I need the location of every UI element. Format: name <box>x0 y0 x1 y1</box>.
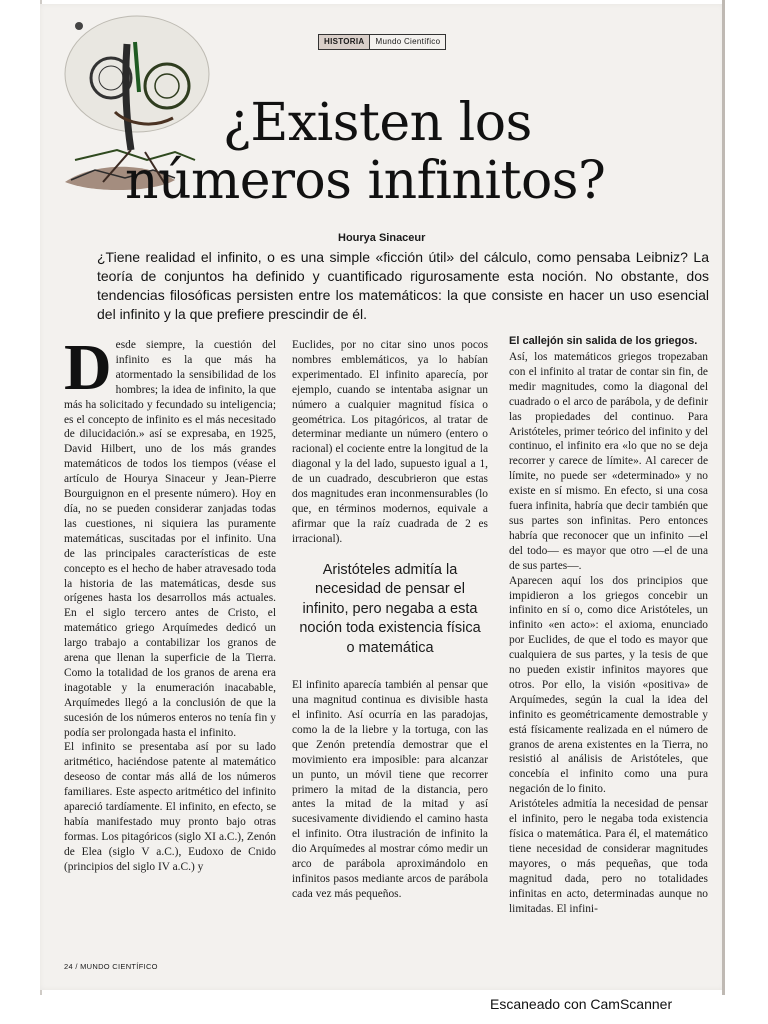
col2-paragraph-2: El infinito aparecía también al pensar que una magnitud continua es divisible hasta el infinito. Así ocurría en las paradojas, como la de la liebre y la tortuga, con las que Zenón pretendía demostrar que el movimiento era imposible: para alcanzar un punto, un móvil tiene que recorrer primero la mitad de la distancia, pero antes la mitad de la mitad y así sucesivamente dividiendo el camino hasta el infinito. Otra ilustración de infinito la dio Arquímedes al mostrar cómo medir un arco de parábola aproximándolo en infinitos pasos mediante arcos de parábola cada vez más pequeños. <box>292 679 488 900</box>
col2-paragraph-1: Euclides, por no citar sino unos pocos nombres emblemáticos, ya lo habían experimentado. El infinito aparecía, por ejemplo, cuando se intentaba asignar un número a cualquier magnitud física o geométrica. Los pitagóricos, al tratar de determinar mediante un número (entero o racional) el cociente entre la longitud de la diagonal y la del lado, supuesto igual a 1, de un cuadrado, descubrieron que estas dos magnitudes eran inconmensurables (lo que, en términos modernos, equivale a afirmar que la raíz cuadrada de 2 es irracional). <box>292 339 488 545</box>
lead-paragraph: ¿Tiene realidad el infinito, o es una simple «ficción útil» del cálculo, como pensaba Leibniz? La teoría de conjuntos ha definido y cuantificado rigurosamente esta noción. No obstante, dos tendencias filosóficas persisten entre los matemáticos: la que consiste en hacer un uso esencial del infinito y la que prefiere prescindir de él. <box>97 249 709 322</box>
page-folio: 24 / MUNDO CIENTÍFICO <box>64 962 158 971</box>
section-rubric <box>318 34 446 50</box>
drop-cap: D <box>64 331 112 404</box>
column-1 <box>64 331 276 875</box>
section-label: HISTORIA <box>319 35 369 49</box>
pull-quote: Aristóteles admitía la necesidad de pensar el infinito, pero negaba a esta noción toda existencia física o matemática <box>299 561 481 656</box>
title-line-2: números infinitos? <box>125 151 606 211</box>
col1-paragraph-1: esde siempre, la cuestión del infinito es la que más ha atormentado la sensibilidad de los hombres; la idea de infinito, la que más ha solicitado y fecundado su inteligencia; es el concepto de infinito es el más necesitado de dilucidación.» así se expresaba, en 1925, David Hilbert, uno de los más grandes matemáticos de todos los tiempos (véase el artículo de Hourya Sinaceur y Jean-Pierre Bourguignon en el presente número). Hoy en día, no se pueden considerar zanjadas todas las cuestiones, ni siquiera las puramente matemáticas, suscitadas por el infinito. Una de las principales características de este concepto es el hecho de haber atravesado toda la historia de las matemáticas, desde sus orígenes hasta los desarrollos más actuales. En el siglo tercero antes de Cristo, el matemático griego Arquímedes dedicó un largo trabajo a contabilizar los granos de arena que llenan la superficie de la Tierra. Como la totalidad de los granos de arena era inagotable y la enumeración inacabable, Arquímedes llegó a la conclusión de que la sucesión de los números enteros no tenía fin y podía ser prolongada hasta el infinito. <box>64 339 276 739</box>
author-byline: Hourya Sinaceur <box>338 232 426 244</box>
page-edge-right <box>722 0 725 995</box>
col1-paragraph-2: El infinito se presentaba así por su lado aritmético, haciéndose patente al matemático deseoso de contar más allá de los números familiares. Este aspecto aritmético del infinito apareció tardíamente. El infinito, en efecto, se había manifestado muy pronto bajo otras formas. Los pitagóricos (siglo XI a.C.), Zenón de Elea (siglo V a.C.), Eudoxo de Cnido (principios del siglo IV a.C.) y <box>64 741 276 873</box>
col3-paragraph-3: Aristóteles admitía la necesidad de pensar el infinito, pero le negaba toda existencia física o matemática. Para él, el matemático tiene necesidad de considerar magnitudes mayores, o más pequeñas, que toda magnitud dada, pero no totalidades infinitas en acto, determinadas aunque no limitadas. El infini- <box>509 798 708 915</box>
col3-paragraph-1: Así, los matemáticos griegos tropezaban con el infinito al tratar de contar sin fin, de medir magnitudes, como la diagonal del cuadrado o el arco de parábola, y de definir las propiedades del continuo. Para Aristóteles, primer teórico del infinito y del continuo, el infinito era «lo que no se deja recorrer y carece de límite». Al carecer de límite, no puede ser «determinado» y no existe en sí mismo. En efecto, si una cosa fuera infinita, habría que decir también que sus partes son infinitas. Pero entonces habría que reconocer que un infinito —el del todo— es mayor que otro —el de una de sus partes—. <box>509 351 708 572</box>
article-title <box>125 92 715 212</box>
col3-paragraph-2: Aparecen aquí los dos principios que impidieron a los griegos concebir un infinito en sí o, como dice Aristóteles, un infinito «en acto»: el axioma, enunciado por Euclides, de que el todo es mayor que cualquiera de sus partes, y la tesis de que no pueden existir infinitos mayores que otros. Por ello, la visión «positiva» de Arquímedes, según la cual la idea del infinito es geométricamente demostrable y está físicamente realizada en el número de granos de arena existentes en la Tierra, no resistió al análisis de Aristóteles, que concebía el infinito como una pura negación de lo finito. <box>509 574 708 796</box>
column-2 <box>292 338 488 902</box>
scanner-watermark: Escaneado con CamScanner <box>490 996 673 1012</box>
magazine-label: Mundo Científico <box>369 35 445 49</box>
section-subhead: El callejón sin salida de los griegos. <box>509 335 698 347</box>
column-3 <box>509 334 708 916</box>
title-line-1: ¿Existen los <box>223 93 532 153</box>
